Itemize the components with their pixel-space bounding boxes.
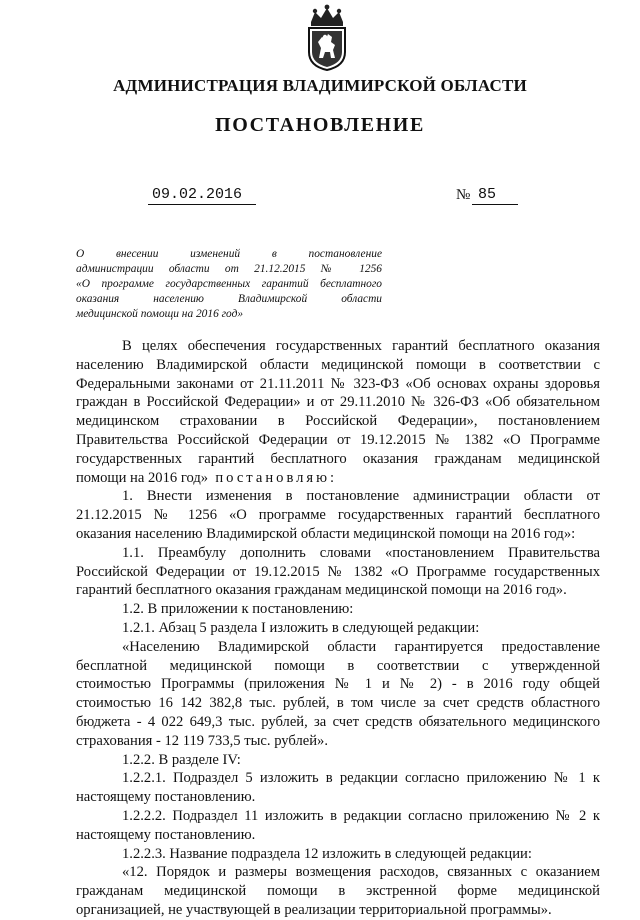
paragraph-1-2-2 (76, 751, 600, 770)
document-subject (76, 247, 382, 322)
body-line: 1.2.2.3. Название подраздела 12 изложить в следующей редакции: (122, 845, 532, 862)
body-line: В целях обеспечения государственных гарантий бесплатного оказания (122, 338, 600, 354)
body-line: настоящему постановлению. (76, 789, 256, 806)
paragraph-1-2-2-2 (76, 807, 600, 845)
body-line: Правительства Российской Федерации от 19.12.2015 № 1382 «О Программе (76, 431, 600, 448)
body-line: населению Владимирской области медицинской помощи в соответствии с (76, 356, 600, 373)
body-line: гражданам медицинской помощи в экстренной форме медицинской (76, 883, 600, 900)
organization-name: АДМИНИСТРАЦИЯ ВЛАДИМИРСКОЙ ОБЛАСТИ (113, 76, 527, 95)
document-body (76, 337, 600, 920)
body-line: гарантий бесплатного оказания гражданам медицинской помощи на 2016 год». (76, 582, 567, 599)
body-line: бюджета - 4 022 649,3 тыс. рублей, за счет средств обязательного медицинского (76, 713, 600, 730)
number-label: № (456, 187, 471, 203)
body-line: 21.12.2015 № 1256 «О программе государственных гарантий бесплатного (76, 507, 600, 524)
body-line: Федеральными законами от 21.11.2011 № 323-ФЗ «Об основах охраны здоровья (76, 375, 600, 392)
body-line: стоимостью Программы (приложения № 1 и № 2) - в 2016 году общей (76, 676, 600, 693)
body-line: граждан в Российской Федерации» и от 29.11.2010 № 326-ФЗ «Об обязательном (76, 394, 600, 411)
body-line (76, 469, 600, 488)
document-number: 85 (472, 186, 518, 205)
subject-line: оказания населению Владимирской области (76, 293, 382, 305)
body-line: стоимостью 16 142 382,8 тыс. рублей, в том числе за счет средств областного (76, 695, 600, 712)
body-line: 1.2.2.1. Подраздел 5 изложить в редакции согласно приложению № 1 к (122, 770, 600, 787)
body-line: 1.2. В приложении к постановлению: (122, 601, 354, 618)
body-line: 1.1. Преамбулу дополнить словами «постановлением Правительства (122, 544, 600, 561)
body-line: оказания населению Владимирской области медицинской помощи на 2016 год»: (76, 525, 576, 542)
subject-line: медицинской помощи на 2016 год» (76, 308, 244, 320)
body-line: Российской Федерации от 19.12.2015 № 1382 «О Программе государственных (76, 563, 600, 580)
body-line: бесплатной медицинской помощи в соответствии с утвержденной (76, 657, 600, 674)
body-line-text: помощи на 2016 год» (76, 469, 209, 486)
document-date: 09.02.2016 (148, 186, 256, 205)
paragraph-1 (76, 487, 600, 543)
body-line: «12. Порядок и размеры возмещения расходов, связанных с оказанием (122, 864, 600, 881)
paragraph-1-2-2-3 (76, 845, 600, 864)
paragraph-1-2 (76, 600, 600, 619)
paragraph-quote-1 (76, 638, 600, 751)
subject-line: администрации области от 21.12.2015 № 1256 (76, 263, 382, 275)
paragraph-preamble (76, 337, 600, 487)
subject-line: «О программе государственных гарантий бесплатного (76, 278, 382, 290)
paragraph-1-2-1 (76, 619, 600, 638)
document-type: ПОСТАНОВЛЕНИЕ (215, 114, 425, 136)
paragraph-1-2-2-1 (76, 769, 600, 807)
paragraph-1-1 (76, 544, 600, 600)
vladimir-coat-of-arms-icon (301, 4, 353, 72)
paragraph-quote-2 (76, 863, 600, 919)
body-line: организацией, не участвующей в реализации территориальной программы». (76, 901, 552, 918)
resolve-word: постановляю: (215, 469, 338, 486)
body-line: медицинском страховании в Российской Федерации», постановлением (76, 413, 600, 430)
body-line: 1.2.1. Абзац 5 раздела I изложить в следующей редакции: (122, 619, 480, 636)
body-line: 1.2.2. В разделе IV: (122, 751, 241, 768)
body-line: государственных гарантий бесплатного оказания гражданам медицинской (76, 450, 600, 467)
body-line: 1. Внести изменения в постановление администрации области от (122, 488, 600, 505)
body-line: 1.2.2.2. Подраздел 11 изложить в редакции согласно приложению № 2 к (122, 807, 600, 824)
subject-line: О внесении изменений в постановление (76, 248, 382, 260)
body-line: страхования - 12 119 733,5 тыс. рублей». (76, 732, 328, 749)
body-line: настоящему постановлению. (76, 826, 256, 843)
body-line: «Населению Владимирской области гарантируется предоставление (122, 638, 600, 655)
